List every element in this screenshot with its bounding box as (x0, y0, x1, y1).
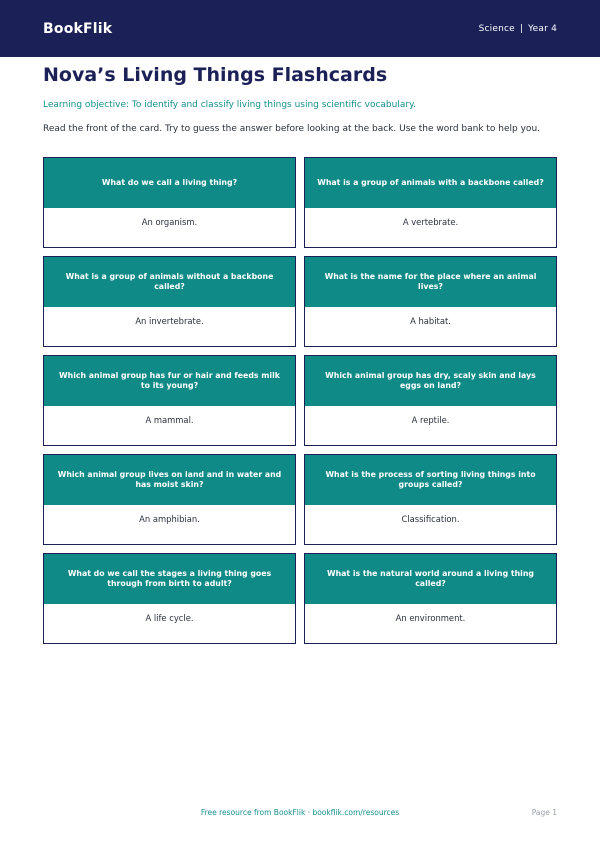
card-front: Which animal group has fur or hair and feeds milk to its young? (44, 356, 295, 406)
learning-objective: Learning objective: To identify and classify living things using scientific vocabulary. (43, 100, 416, 110)
flashcard[interactable] (43, 256, 296, 347)
flashcard[interactable] (43, 454, 296, 545)
card-back: An invertebrate. (44, 307, 295, 346)
header-bar (0, 0, 600, 57)
card-back: A mammal. (44, 406, 295, 445)
page-title: Nova’s Living Things Flashcards (43, 64, 388, 86)
card-back: Classification. (305, 505, 556, 544)
card-back: A reptile. (305, 406, 556, 445)
card-back: A life cycle. (44, 604, 295, 643)
card-front: What is a group of animals with a backbone called? (305, 158, 556, 208)
flashcard[interactable] (304, 256, 557, 347)
card-back: A vertebrate. (305, 208, 556, 247)
flashcard[interactable] (304, 454, 557, 545)
separator: | (519, 23, 524, 34)
card-front: What do we call the stages a living thing goes through from birth to adult? (44, 554, 295, 604)
page-number: Page 1 (531, 808, 557, 817)
card-front: What is the name for the place where an animal lives? (305, 257, 556, 307)
subject-year (479, 24, 557, 34)
card-front: What is the process of sorting living things into groups called? (305, 455, 556, 505)
flashcard[interactable] (43, 553, 296, 644)
flashcard[interactable] (304, 355, 557, 446)
instructions: Read the front of the card. Try to guess the answer before looking at the back. Use the word bank to help you. (43, 124, 541, 134)
brand-logo[interactable]: BookFlik (43, 20, 113, 37)
subject-label: Science (478, 23, 515, 34)
card-front: What is a group of animals without a backbone called? (44, 257, 295, 307)
card-front: Which animal group has dry, scaly skin and lays eggs on land? (305, 356, 556, 406)
flashcard[interactable] (43, 355, 296, 446)
card-front: What do we call a living thing? (44, 158, 295, 208)
flashcard[interactable] (304, 157, 557, 248)
year-label: Year 4 (528, 23, 557, 34)
card-back: An amphibian. (44, 505, 295, 544)
flashcard-grid (43, 157, 557, 644)
flashcard[interactable] (43, 157, 296, 248)
footer-link[interactable]: Free resource from BookFlik · bookflik.com/resources (200, 808, 400, 817)
card-front: What is the natural world around a living thing called? (305, 554, 556, 604)
flashcard[interactable] (304, 553, 557, 644)
card-back: A habitat. (305, 307, 556, 346)
card-back: An organism. (44, 208, 295, 247)
card-front: Which animal group lives on land and in water and has moist skin? (44, 455, 295, 505)
card-back: An environment. (305, 604, 556, 643)
